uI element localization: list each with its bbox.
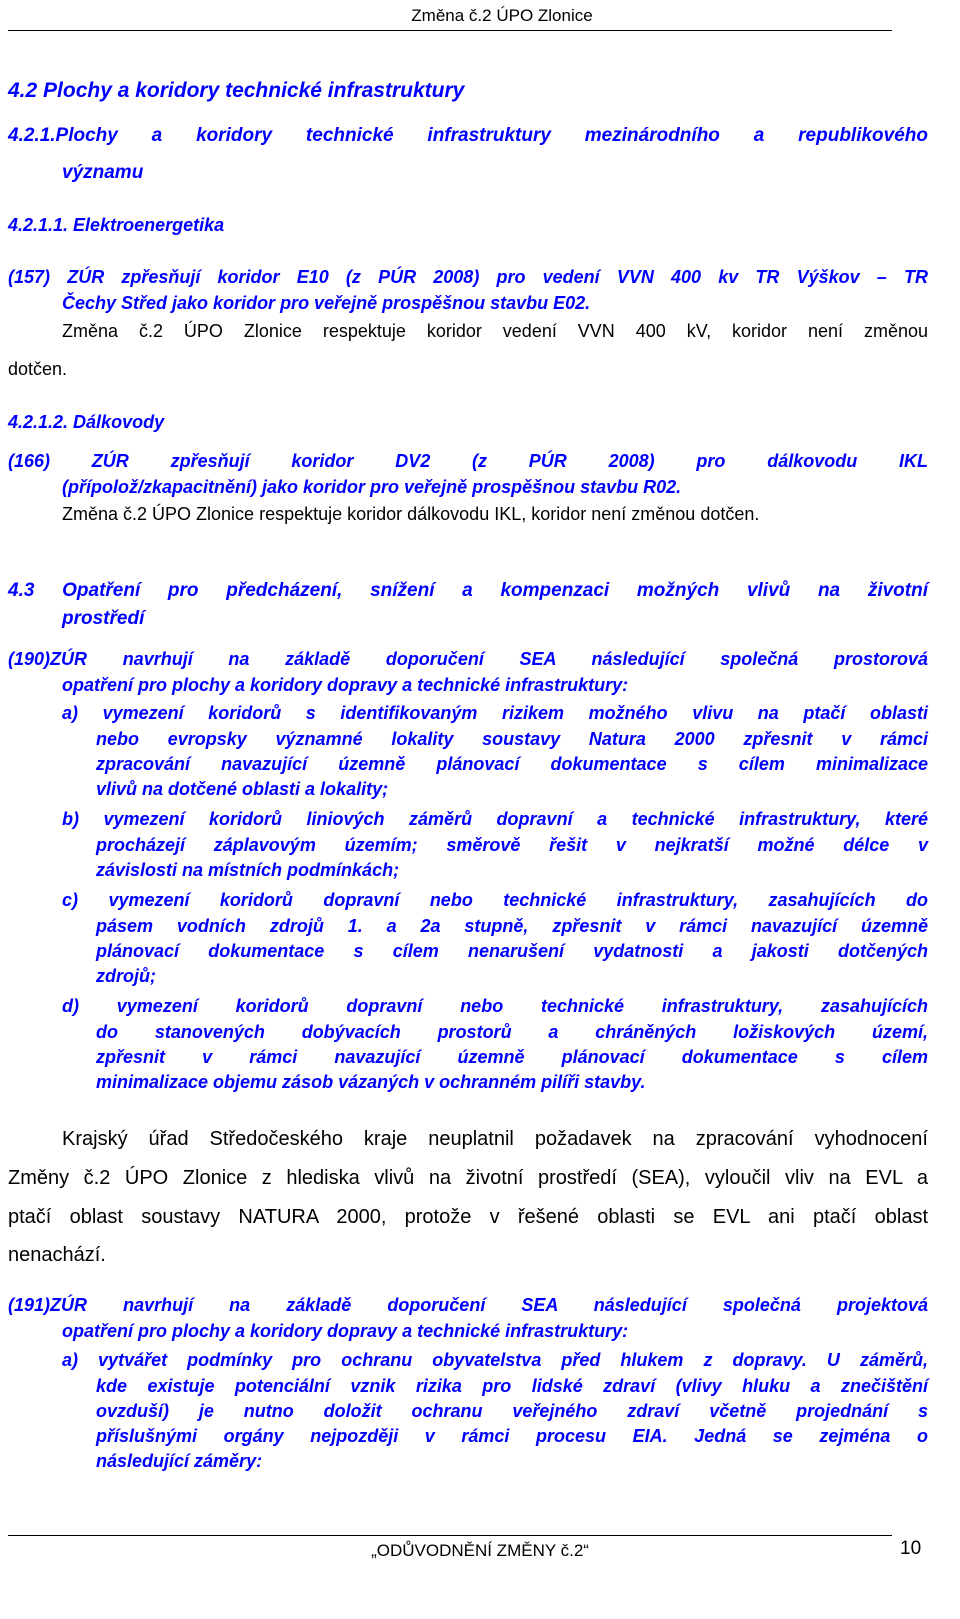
paragraph-166-line2: (přípolož/zkapacitnění) jako koridor pro veřejně prospěšnou stavbu R02. (62, 477, 682, 497)
paragraph-166-line1: (166) ZÚR zpřesňují koridor DV2 (z PÚR 2008) pro dálkovodu IKL (8, 451, 928, 471)
item-190d-line4: minimalizace objemu zásob vázaných v ochranném pilíři stavby. (96, 1072, 646, 1092)
section-heading-4-3-line1: 4.3 Opatření pro předcházení, snížení a kompenzaci možných vlivů na životní (8, 580, 928, 601)
item-191a-line1: a) vytvářet podmínky pro ochranu obyvatelstva před hlukem z dopravy. U záměrů, (62, 1350, 928, 1370)
item-190b-line1: b) vymezení koridorů liniových záměrů dopravní a technické infrastruktury, které (62, 809, 928, 829)
paragraph-191-line1: (191)ZÚR navrhují na základě doporučení SEA následující společná projektová (8, 1295, 928, 1315)
note-166: Změna č.2 ÚPO Zlonice respektuje koridor dálkovodu IKL, koridor není změnou dotčen. (62, 504, 760, 524)
item-190b-line3: závislosti na místních podmínkách; (96, 860, 400, 880)
page-footer-title: „ODŮVODNĚNÍ ZMĚNY č.2“ (371, 1541, 589, 1560)
item-190d-line2: do stanovených dobývacích prostorů a chráněných ložiskových území, (96, 1022, 928, 1042)
item-191a-line4: příslušnými orgány nejpozději v rámci procesu EIA. Jedná se zejména o (96, 1426, 928, 1446)
item-190a-line3: zpracování navazující územně plánovací dokumentace s cílem minimalizace (96, 754, 928, 774)
item-190b-line2: procházejí záplavovým územím; směrově řešit v nejkratší možné délce v (96, 835, 928, 855)
paragraph-190-line1: (190)ZÚR navrhují na základě doporučení SEA následující společná prostorová (8, 649, 928, 669)
section-heading-4-2-1-line1: 4.2.1.Plochy a koridory technické infrastruktury mezinárodního a republikového (8, 125, 928, 146)
section-heading-4-2-1-1: 4.2.1.1. Elektroenergetika (8, 215, 225, 235)
paragraph-157-line1: (157) ZÚR zpřesňují koridor E10 (z PÚR 2008) pro vedení VVN 400 kv TR Výškov – TR (8, 267, 928, 287)
item-190c-line1: c) vymezení koridorů dopravní nebo technické infrastruktury, zasahujících do (62, 890, 928, 910)
item-190d-line3: zpřesnit v rámci navazující územně plánovací dokumentace s cílem (96, 1047, 928, 1067)
krajsky-line4: nenachází. (8, 1244, 106, 1266)
krajsky-line3: ptačí oblast soustavy NATURA 2000, protože v řešené oblasti se EVL ani ptačí oblast (8, 1206, 928, 1228)
item-191a-line5: následující záměry: (96, 1451, 263, 1471)
paragraph-190-line2: opatření pro plochy a koridory dopravy a technické infrastruktury: (62, 675, 629, 695)
item-190c-line3: plánovací dokumentace s cílem nenarušení vydatnosti a jakosti dotčených (96, 941, 928, 961)
krajsky-line1: Krajský úřad Středočeského kraje neuplatnil požadavek na zpracování vyhodnocení (62, 1128, 928, 1150)
page-number: 10 (900, 1538, 922, 1559)
item-190a-line1: a) vymezení koridorů s identifikovaným rizikem možného vlivu na ptačí oblasti (62, 703, 928, 723)
item-191a-line3: ovzduší) je nutno doložit ochranu veřejného zdraví včetně projednání s (96, 1401, 928, 1421)
item-190d-line1: d) vymezení koridorů dopravní nebo technické infrastruktury, zasahujících (62, 996, 928, 1016)
krajsky-line2: Změny č.2 ÚPO Zlonice z hlediska vlivů na životní prostředí (SEA), vyloučil vliv na EVL a (8, 1167, 928, 1189)
page-header-title: Změna č.2 ÚPO Zlonice (411, 6, 593, 25)
item-191a-line2: kde existuje potenciální vznik rizika pro lidské zdraví (vlivy hluku a znečištění (96, 1376, 928, 1396)
section-heading-4-3-line2: prostředí (62, 608, 145, 629)
section-heading-4-2-1-line2: významu (62, 162, 144, 183)
section-heading-4-2: 4.2 Plochy a koridory technické infrastruktury (8, 79, 465, 102)
paragraph-157-line2: Čechy Střed jako koridor pro veřejně prospěšnou stavbu E02. (62, 293, 591, 313)
item-190c-line2: pásem vodních zdrojů 1. a 2a stupně, zpřesnit v rámci navazující územně (96, 916, 928, 936)
footer-rule (8, 1535, 892, 1536)
note-157-line1: Změna č.2 ÚPO Zlonice respektuje koridor vedení VVN 400 kV, koridor není změnou (62, 321, 928, 341)
note-157-line2: dotčen. (8, 359, 68, 379)
section-heading-4-2-1-2: 4.2.1.2. Dálkovody (8, 412, 165, 432)
paragraph-191-line2: opatření pro plochy a koridory dopravy a technické infrastruktury: (62, 1321, 629, 1341)
item-190c-line4: zdrojů; (96, 966, 156, 986)
header-rule (8, 30, 892, 31)
item-190a-line2: nebo evropsky významné lokality soustavy Natura 2000 zpřesnit v rámci (96, 729, 928, 749)
item-190a-line4: vlivů na dotčené oblasti a lokality; (96, 779, 389, 799)
